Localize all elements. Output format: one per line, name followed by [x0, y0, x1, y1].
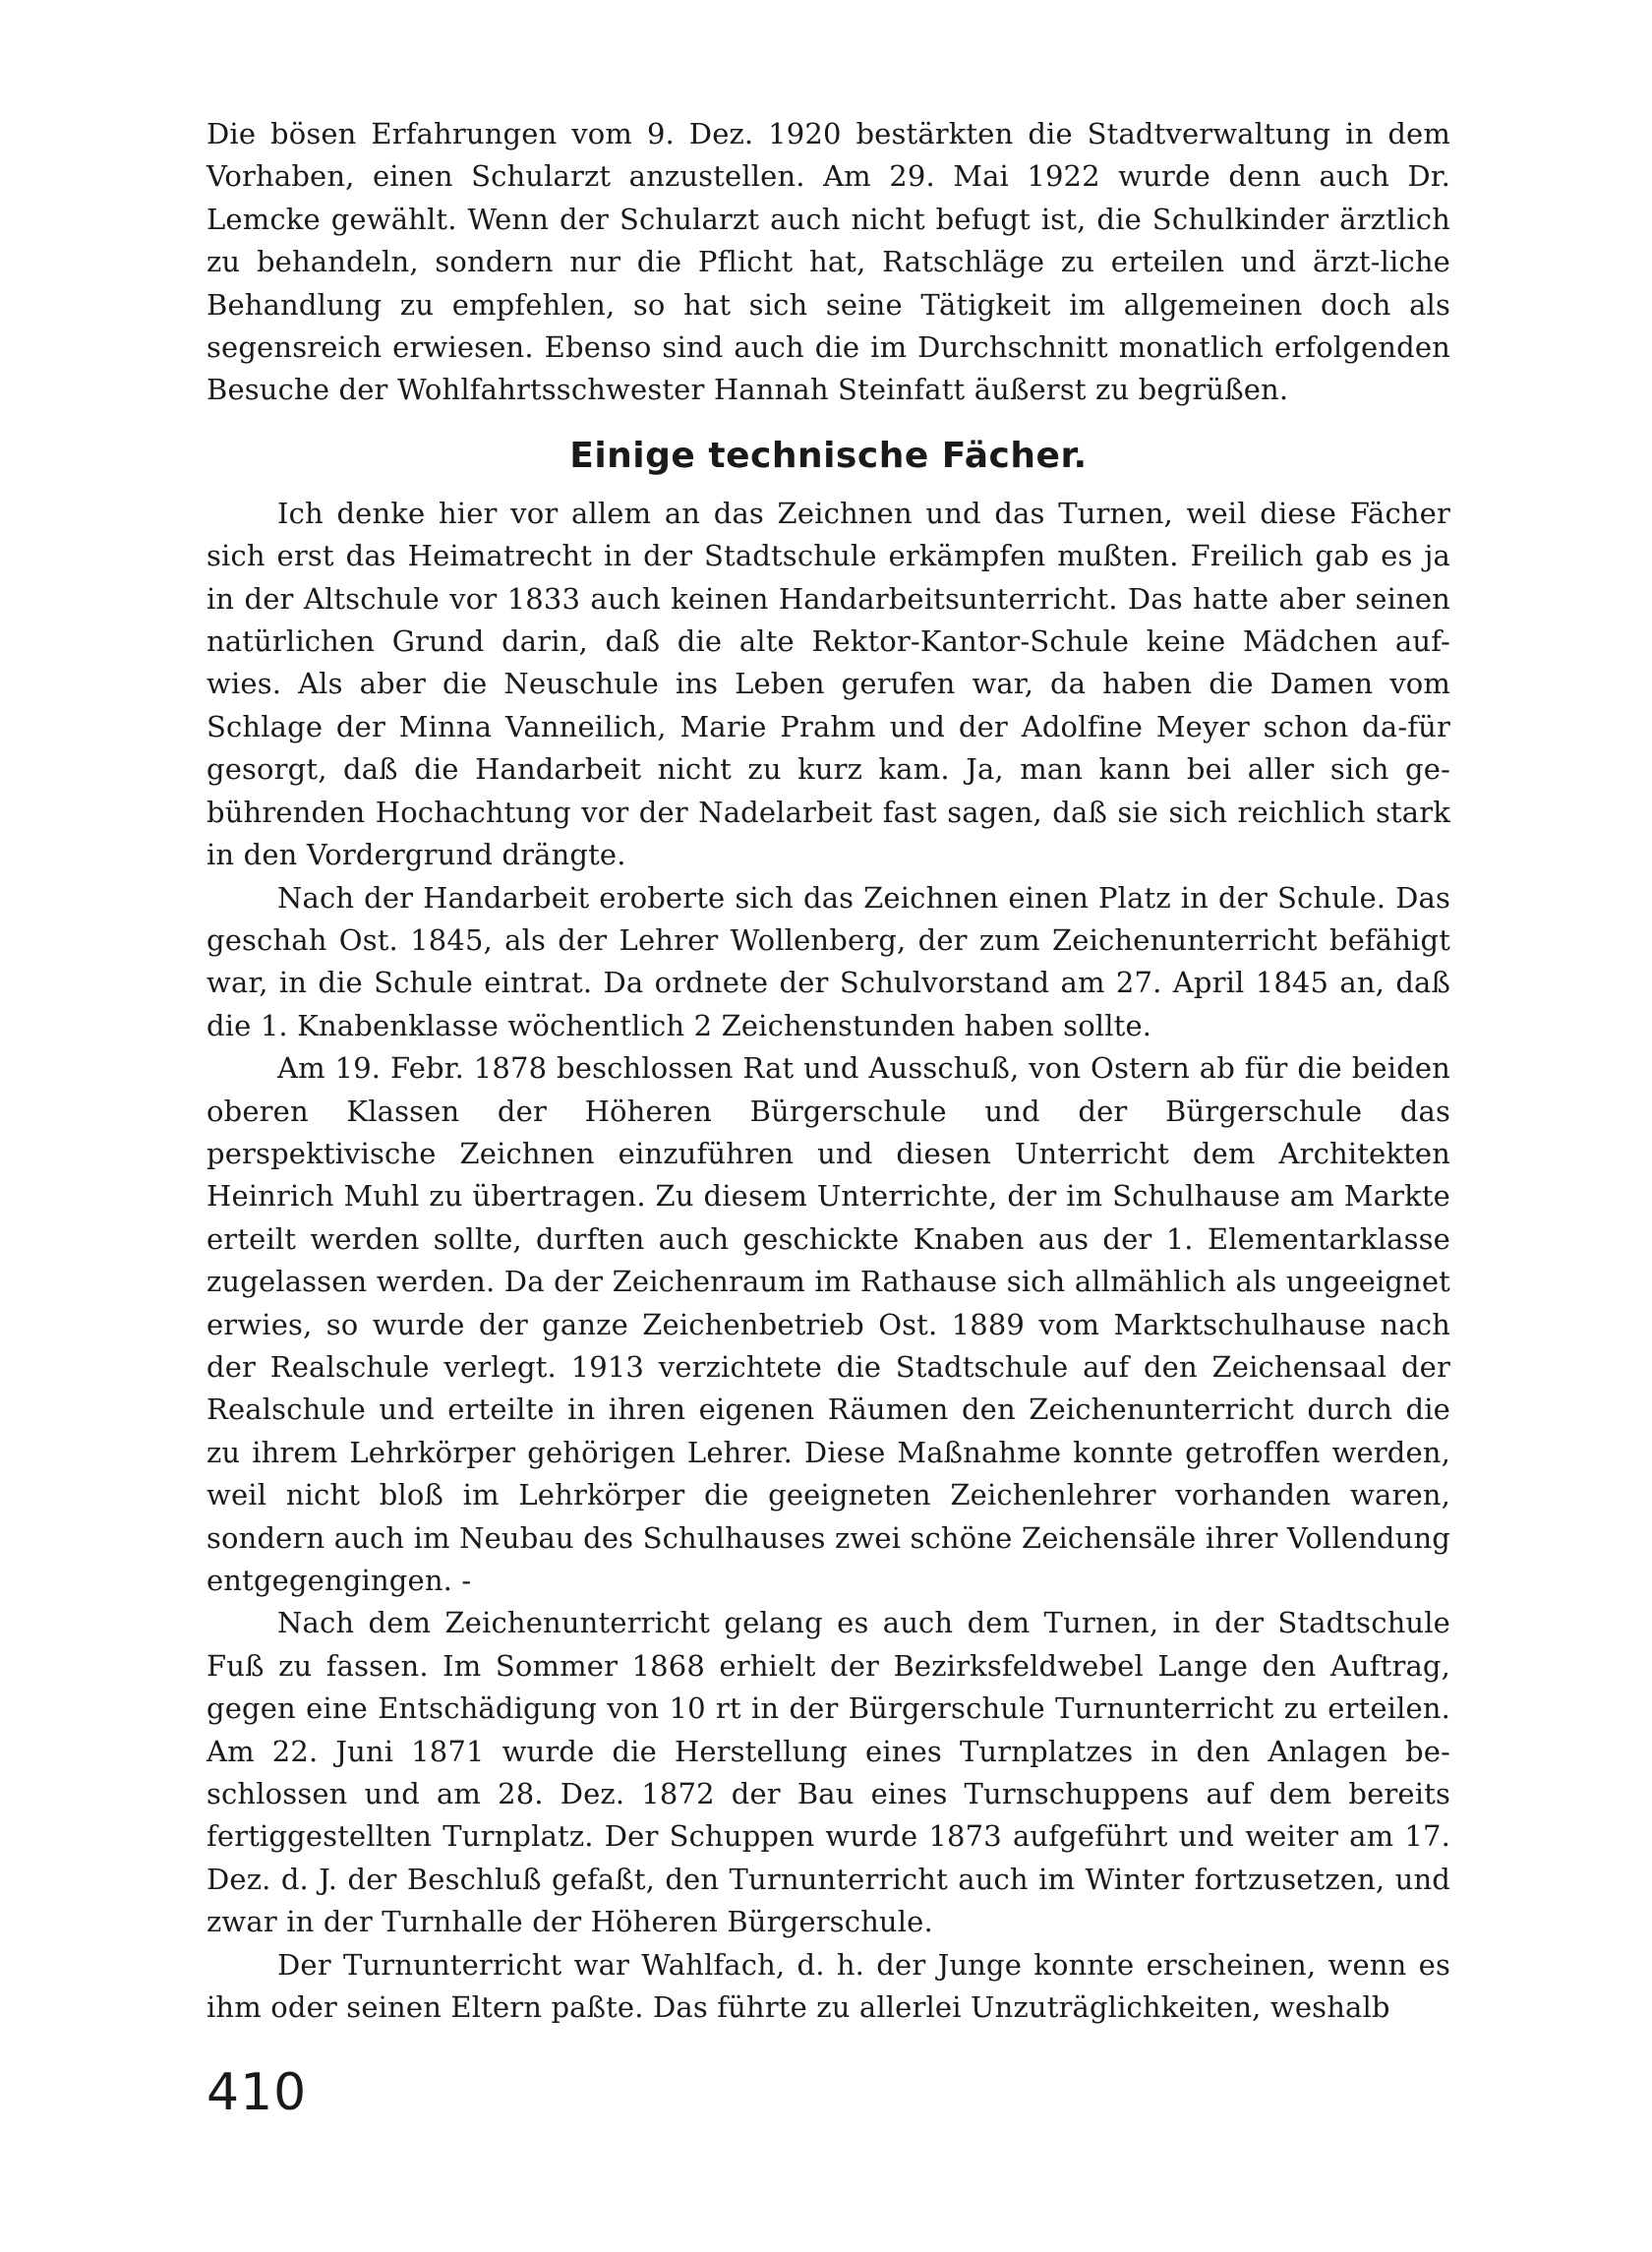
section-heading: Einige technische Fächer.: [569, 435, 1088, 476]
paragraph-handarbeit: Ich denke hier vor allem an das Zeichnen und das Turnen, weil diese Fächer sich erst das Heimatrecht in der Stadtschule erkämpfen mußten. Freilich gab es ja in der Altschule vor 1833 auch keinen Handarbeitsunterricht. Das hatte aber seinen natürlichen Grund darin, daß die alte Rektor-Kantor-Schule keine Mädchen auf-wies. Als aber die Neuschule ins Leben gerufen war, da haben die Damen vom Schlage der Minna Vanneilich, Marie Prahm und der Adolfine Meyer schon da-für gesorgt, daß die Handarbeit nicht zu kurz kam. Ja, man kann bei aller sich ge-bührenden Hochachtung vor der Nadelarbeit fast sagen, daß sie sich reichlich stark in den Vordergrund drängte.: [206, 496, 1450, 872]
paragraph-turnen: Nach dem Zeichenunterricht gelang es auch dem Turnen, in der Stadtschule Fuß zu fassen. Im Sommer 1868 erhielt der Bezirksfeldwebel Lange den Auftrag, gegen eine Entschädigung von 10 rt in der Bürgerschule Turnunterricht zu erteilen. Am 22. Juni 1871 wurde die Herstellung eines Turnplatzes in den Anlagen be-schlossen und am 28. Dez. 1872 der Bau eines Turnschuppens auf dem bereits fertiggestellten Turnplatz. Der Schuppen wurde 1873 aufgeführt und weiter am 17. Dez. d. J. der Beschluß gefaßt, den Turnunterricht auch im Winter fortzusetzen, und zwar in der Turnhalle der Höheren Bürgerschule.: [206, 1606, 1450, 1939]
paragraph-zeichnen: Nach der Handarbeit eroberte sich das Zeichnen einen Platz in der Schule. Das geschah Ost. 1845, als der Lehrer Wollenberg, der zum Zeichenunterricht befähigt war, in die Schule eintrat. Da ordnete der Schulvorstand am 27. April 1845 an, daß die 1. Knabenklasse wöchentlich 2 Zeichenstunden haben sollte.: [206, 880, 1450, 1042]
paragraph-wahlfach: Der Turnunterricht war Wahlfach, d. h. der Junge konnte erscheinen, wenn es ihm oder seinen Eltern paßte. Das führte zu allerlei Unzuträglichkeiten, weshalb: [206, 1947, 1450, 2025]
paragraph-perspektivisch: Am 19. Febr. 1878 beschlossen Rat und Ausschuß, von Ostern ab für die beiden oberen Klassen der Höheren Bürgerschule und der Bürgerschule das perspektivische Zeichnen einzuführen und diesen Unterricht dem Architekten Heinrich Muhl zu übertragen. Zu diesem Unterrichte, der im Schulhause am Markte erteilt werden sollte, durften auch geschickte Knaben aus der 1. Elementarklasse zugelassen werden. Da der Zeichenraum im Rathause sich allmählich als ungeeignet erwies, so wurde der ganze Zeichenbetrieb Ost. 1889 vom Marktschulhause nach der Realschule verlegt. 1913 verzichtete die Stadtschule auf den Zeichensaal der Realschule und erteilte in ihren eigenen Räumen den Zeichenunterricht durch die zu ihrem Lehrkörper gehörigen Lehrer. Diese Maßnahme konnte getroffen werden, weil nicht bloß im Lehrkörper die geeigneten Zeichenlehrer vorhanden waren, sondern auch im Neubau des Schulhauses zwei schöne Zeichensäle ihrer Vollendung entgegengingen. -: [206, 1051, 1450, 1597]
page-body: [206, 113, 1450, 2029]
page-number: 410: [206, 2063, 308, 2122]
paragraph-schularzt: Die bösen Erfahrungen vom 9. Dez. 1920 bestärkten die Stadtverwaltung in dem Vorhaben, einen Schularzt anzustellen. Am 29. Mai 1922 wurde denn auch Dr. Lemcke gewählt. Wenn der Schularzt auch nicht befugt ist, die Schulkinder ärztlich zu behandeln, sondern nur die Pflicht hat, Ratschläge zu erteilen und ärzt-liche Behandlung zu empfehlen, so hat sich seine Tätigkeit im allgemeinen doch als segensreich erwiesen. Ebenso sind auch die im Durchschnitt monatlich erfolgenden Besuche der Wohlfahrtsschwester Hannah Steinfatt äußerst zu begrüßen.: [206, 117, 1450, 407]
